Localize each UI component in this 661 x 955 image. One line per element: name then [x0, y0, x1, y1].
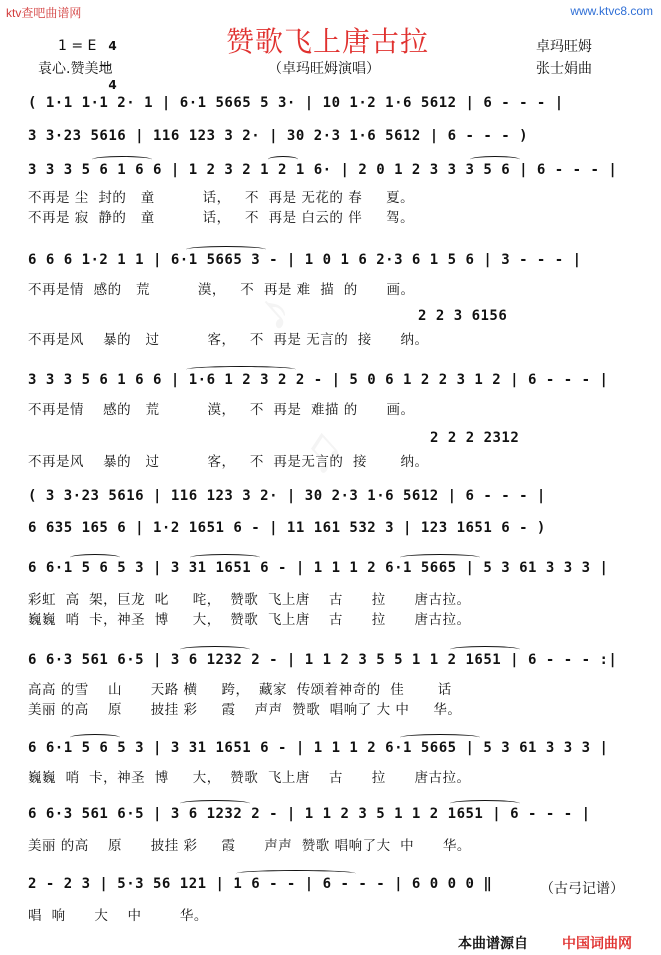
footer-source-label: 本曲谱源自	[458, 936, 528, 952]
faint-watermark: ♪	[243, 279, 304, 343]
notation-note: （古弓记谱）	[540, 881, 624, 897]
score-line-4: 6 6 6 1·2 1 1 | 6·1 5665 3 - | 1 0 1 6 2·3 6 1 5 6 | 3 - - - |	[28, 252, 582, 268]
score-line-1: ( 1·1 1·1 2· 1 | 6·1 5665 5 3· | 10 1·2 1·6 5612 | 6 - - - |	[28, 95, 564, 111]
footer-source-site[interactable]: 中国词曲网	[562, 936, 632, 952]
score-line-10: 6 6·1 5 6 5 3 | 3 31 1651 6 - | 1 1 1 2 6·1 5665 | 5 3 61 3 3 3 |	[28, 740, 609, 756]
slur	[190, 554, 260, 561]
lyric-line: 不再是情 感的 荒 漠， 不 再是 难 描 的 画。	[28, 282, 415, 298]
time-sig-bottom: 4	[108, 78, 117, 92]
performance-credit: （卓玛旺姆演唱）	[268, 61, 380, 77]
song-title: 赞歌飞上唐古拉	[226, 25, 430, 58]
singer: 卓玛旺姆	[536, 39, 592, 55]
lyric-line: 不再是风 暴的 过 客， 不 再是无言的 接 纳。	[28, 454, 429, 470]
slur	[450, 646, 520, 653]
slur	[186, 246, 266, 253]
watermark-right: www.ktvc8.com	[570, 4, 653, 18]
slur	[236, 870, 356, 877]
score-line-9: 6 6·3 561 6·5 | 3 6 1232 2 - | 1 1 2 3 5 5 1 1 2 1651 | 6 - - - :|	[28, 652, 618, 668]
slur	[180, 800, 250, 807]
lyric-line: 不再是风 暴的 过 客， 不 再是 无言的 接 纳。	[28, 332, 429, 348]
composer-credit: 张士娟曲	[536, 61, 592, 77]
slur	[470, 156, 520, 163]
slur	[70, 734, 120, 741]
score-line-2: 3 3·23 5616 | 116 123 3 2· | 30 2·3 1·6 5612 | 6 - - - )	[28, 128, 529, 144]
lyric-line: 唱 响 大 中 华。	[28, 908, 208, 924]
time-sig-top: 4	[108, 39, 117, 53]
slur	[268, 156, 298, 163]
key-signature: 1 = E	[58, 38, 97, 54]
watermark-left: ktv查吧曲谱网	[6, 6, 82, 20]
lyric-line: 彩虹 高 架，巨龙 叱 咤， 赞歌 飞上唐 古 拉 唐古拉。	[28, 592, 471, 608]
score-line-8: 6 6·1 5 6 5 3 | 3 31 1651 6 - | 1 1 1 2 6·1 5665 | 5 3 61 3 3 3 |	[28, 560, 609, 576]
score-line-7: 6 635 165 6 | 1·2 1651 6 - | 11 161 532 3 | 123 1651 6 - )	[28, 520, 546, 536]
score-line-3: 3 3 3 5 6 1 6 6 | 1 2 3 2 1 2 1 6· | 2 0 1 2 3 3 3 5 6 | 6 - - - |	[28, 162, 618, 178]
slur	[92, 156, 152, 163]
slur	[400, 554, 480, 561]
score-variant: 2 2 2 2312	[430, 430, 520, 446]
faint-watermark: ♫	[285, 415, 356, 487]
lyricist-credit: 袁心.赞美地	[38, 61, 113, 77]
slur	[70, 554, 120, 561]
lyric-line: 不再是 尘 封的 童 话， 不 再是 无花的 春 夏。	[28, 190, 415, 206]
lyric-line: 巍巍 哨 卡，神圣 博 大， 赞歌 飞上唐 古 拉 唐古拉。	[28, 770, 471, 786]
slur	[186, 366, 296, 373]
lyric-line: 美丽 的高 原 披挂 彩 霞 声声 赞歌 唱响了大 中 华。	[28, 838, 471, 854]
slur	[450, 800, 520, 807]
score-line-12: 2 - 2 3 | 5·3 56 121 | 1 6 - - | 6 - - - | 6 0 0 0 ‖	[28, 876, 493, 892]
score-line-6: ( 3 3·23 5616 | 116 123 3 2· | 30 2·3 1·6 5612 | 6 - - - |	[28, 488, 546, 504]
lyric-line: 巍巍 哨 卡，神圣 博 大， 赞歌 飞上唐 古 拉 唐古拉。	[28, 612, 471, 628]
lyric-line: 美丽 的高 原 披挂 彩 霞 声声 赞歌 唱响了 大 中 华。	[28, 702, 462, 718]
slur	[400, 734, 480, 741]
lyric-line: 不再是 寂 静的 童 话， 不 再是 白云的 伴 驾。	[28, 210, 415, 226]
score-variant: 2 2 3 6156	[418, 308, 508, 324]
lyric-line: 高高 的雪 山 天路 横 跨， 藏家 传颂着神奇的 佳 话	[28, 682, 452, 698]
score-line-11: 6 6·3 561 6·5 | 3 6 1232 2 - | 1 1 2 3 5 1 1 2 1651 | 6 - - - |	[28, 806, 591, 822]
lyric-line: 不再是情 感的 荒 漠， 不 再是 难描 的 画。	[28, 402, 415, 418]
slur	[180, 646, 250, 653]
score-line-5: 3 3 3 5 6 1 6 6 | 1·6 1 2 3 2 2 - | 5 0 6 1 2 2 3 1 2 | 6 - - - |	[28, 372, 609, 388]
